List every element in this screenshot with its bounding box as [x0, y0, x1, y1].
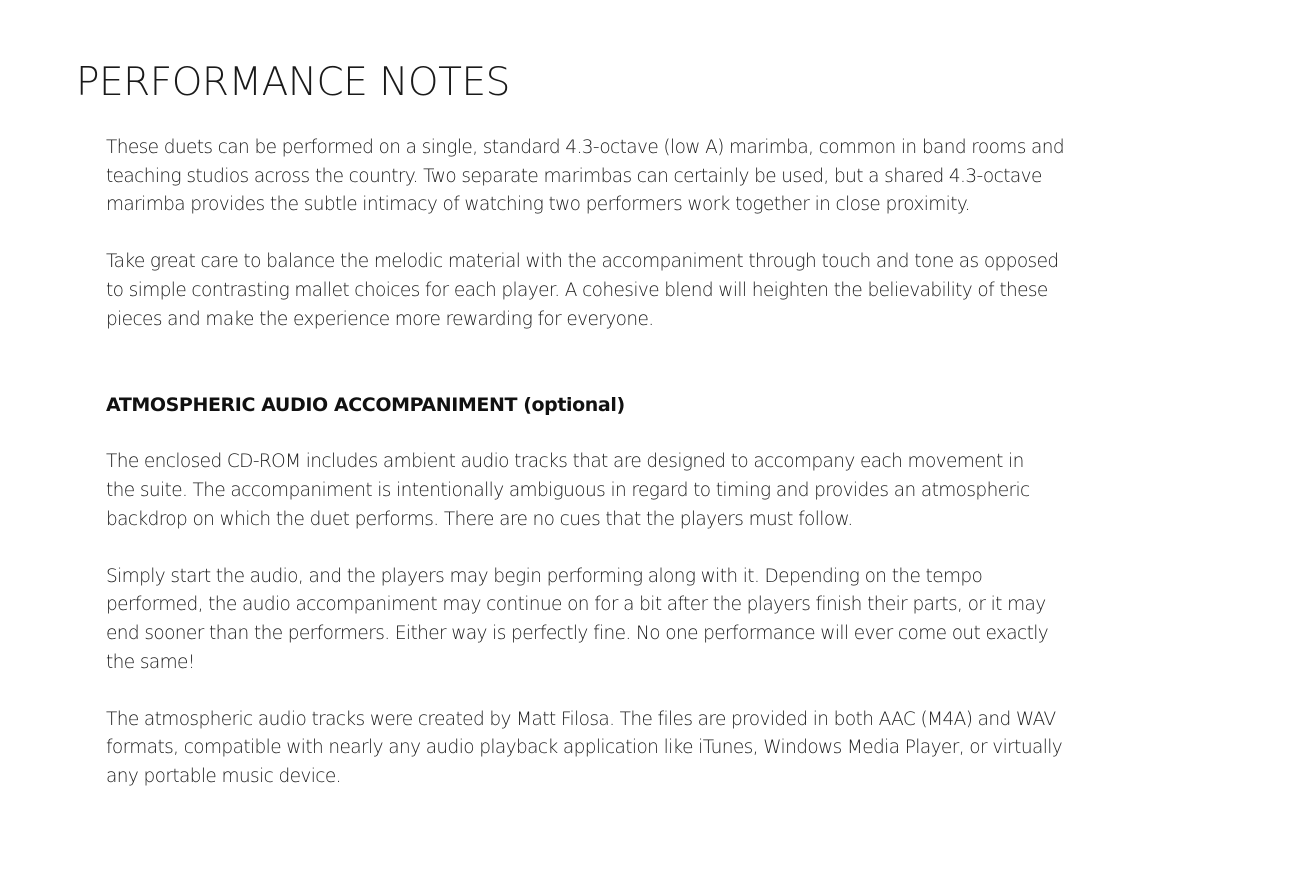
paragraph-balance [106, 248, 1246, 334]
spacer [106, 334, 1246, 391]
spacer [106, 534, 1246, 563]
spacer [106, 677, 1246, 706]
text-line: Simply start the audio, and the players may begin performing along with it. Depending on the tempo [106, 565, 983, 587]
text-line: end sooner than the performers. Either way is perfectly fine. No one performance will ever come out exactly [106, 622, 1049, 644]
spacer [106, 420, 1246, 449]
spacer [106, 220, 1246, 249]
paragraph-cd-rom [106, 448, 1246, 534]
section-heading-audio: ATMOSPHERIC AUDIO ACCOMPANIMENT (optional) [106, 394, 625, 417]
text-line: the suite. The accompaniment is intentionally ambiguous in regard to timing and provides an atmospheric [106, 479, 1030, 501]
text-line: the same! [106, 651, 195, 673]
text-line: pieces and make the experience more rewarding for everyone. [106, 308, 654, 330]
text-line: backdrop on which the duet performs. There are no cues that the players must follow. [106, 508, 853, 530]
text-line: performed, the audio accompaniment may continue on for a bit after the players finish their parts, or it may [106, 594, 1046, 616]
text-line: teaching studios across the country. Two separate marimbas can certainly be used, but a shared 4.3-octave [106, 165, 1042, 187]
text-line: formats, compatible with nearly any audio playback application like iTunes, Windows Media Player, or virtually [106, 737, 1063, 759]
text-line: The enclosed CD-ROM includes ambient audio tracks that are designed to accompany each movement in [106, 451, 1024, 473]
paragraph-credits-formats [106, 706, 1246, 792]
paragraph-marimba-setup [106, 134, 1246, 220]
document-body [106, 134, 1246, 791]
text-line: Take great care to balance the melodic material with the accompaniment through touch and tone as opposed [106, 251, 1059, 273]
text-line: any portable music device. [106, 765, 341, 787]
text-line: marimba provides the subtle intimacy of watching two performers work together in close proximity. [106, 194, 970, 216]
text-line: to simple contrasting mallet choices for each player. A cohesive blend will heighten the believability of these [106, 279, 1048, 301]
text-line: The atmospheric audio tracks were created by Matt Filosa. The files are provided in both AAC (M4A) and WAV [106, 708, 1056, 730]
page-title: PERFORMANCE NOTES [76, 60, 510, 105]
text-line: These duets can be performed on a single, standard 4.3-octave (low A) marimba, common in band rooms and [106, 137, 1065, 158]
paragraph-start-audio [106, 563, 1246, 677]
